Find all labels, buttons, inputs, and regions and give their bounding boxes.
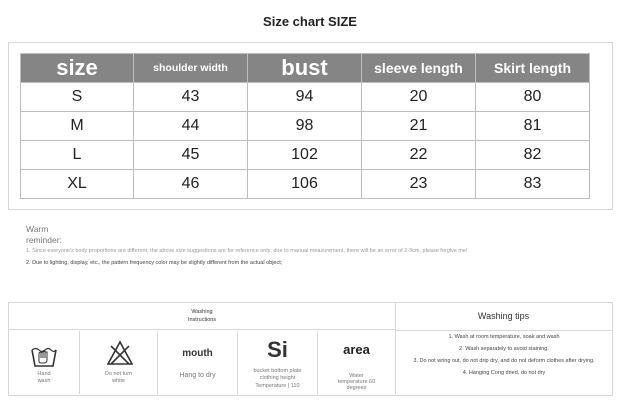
- table-cell: 20: [362, 83, 476, 112]
- wash-item-water-temp: [318, 331, 395, 394]
- wash-item-iron: [238, 331, 318, 394]
- hand-wash-label-1: Hand: [37, 371, 51, 377]
- reminder-note-2: 2. Due to lighting, display, etc., the pattern frequency color may be slightly different from the actual object;: [26, 260, 283, 266]
- reminder-note-1: 1. Since everyone's body proportions are different, the above size suggestions are for reference only; due to manual measurement, there will be an error of 2-3cm, please forgive me!: [26, 248, 468, 254]
- hand-wash-icon: [29, 342, 59, 368]
- table-cell: XL: [21, 170, 134, 199]
- header-bust: bust: [248, 54, 362, 83]
- washing-tips-list: [404, 334, 604, 382]
- water-temp-icon: area: [343, 342, 370, 357]
- table-cell: 21: [362, 112, 476, 141]
- table-cell: 102: [248, 141, 362, 170]
- reminder-heading-1: Warm: [26, 224, 49, 234]
- table-cell: M: [21, 112, 134, 141]
- table-row: [21, 112, 590, 141]
- iron-icon: Si: [267, 337, 288, 362]
- table-row: [21, 170, 590, 199]
- list-item: 4. Hanging Cong dried, do not dry: [462, 370, 546, 376]
- table-cell: 82: [476, 141, 590, 170]
- table-cell: 106: [248, 170, 362, 199]
- table-cell: 94: [248, 83, 362, 112]
- table-cell: S: [21, 83, 134, 112]
- table-cell: L: [21, 141, 134, 170]
- header-shoulder-width: shoulder width: [134, 54, 248, 83]
- water-temp-label-3: degrees: [346, 385, 367, 391]
- table-cell: 83: [476, 170, 590, 199]
- no-bleach-label-2: white: [112, 378, 125, 384]
- table-cell: 44: [134, 112, 248, 141]
- header-sleeve-length: sleeve length: [362, 54, 476, 83]
- table-cell: 23: [362, 170, 476, 199]
- iron-label-1: bucket bottom plate: [253, 368, 302, 374]
- no-bleach-label-1: Do not turn: [104, 371, 133, 377]
- wash-item-hang-dry: [158, 331, 238, 394]
- iron-label-2: clothing height: [259, 375, 296, 381]
- water-temp-label-1: Water: [349, 373, 364, 379]
- header-size: size: [21, 54, 134, 83]
- washing-heading-line-2: Instructions: [187, 317, 217, 323]
- header-skirt-length: Skirt length: [476, 54, 590, 83]
- wash-item-no-bleach: [80, 331, 158, 394]
- washing-tips-title: Washing tips: [396, 303, 611, 331]
- table-row: [21, 141, 590, 170]
- reminder-heading-2: reminder:: [26, 235, 62, 245]
- hang-dry-label: Hang to dry: [179, 372, 216, 379]
- table-cell: 98: [248, 112, 362, 141]
- hang-dry-icon: mouth: [182, 348, 213, 359]
- washing-heading-line-1: Washing: [191, 309, 213, 315]
- wash-item-hand-wash: [9, 331, 80, 394]
- table-cell: 45: [134, 141, 248, 170]
- table-header-row: [21, 54, 590, 83]
- page-title: Size chart SIZE: [263, 14, 357, 29]
- iron-label-3: Temperature | 110: [255, 383, 300, 389]
- warm-reminder: [26, 224, 506, 267]
- table-row: [21, 83, 590, 112]
- table-cell: 22: [362, 141, 476, 170]
- water-temp-label-2: temperature 60: [337, 379, 376, 385]
- table-cell: 46: [134, 170, 248, 199]
- table-cell: 81: [476, 112, 590, 141]
- table-cell: 43: [134, 83, 248, 112]
- size-table: [20, 53, 590, 199]
- list-item: 2. Wash separately to avoid staining.: [459, 346, 549, 352]
- list-item: 3. Do not wring out, do not drip dry, and do not deform clothes after drying.: [413, 358, 595, 364]
- no-bleach-icon: [106, 340, 134, 366]
- washing-instructions-heading: [9, 303, 395, 330]
- table-cell: 80: [476, 83, 590, 112]
- hand-wash-label-2: wash: [37, 378, 51, 384]
- list-item: 1. Wash at room temperature, soak and wash: [448, 334, 560, 340]
